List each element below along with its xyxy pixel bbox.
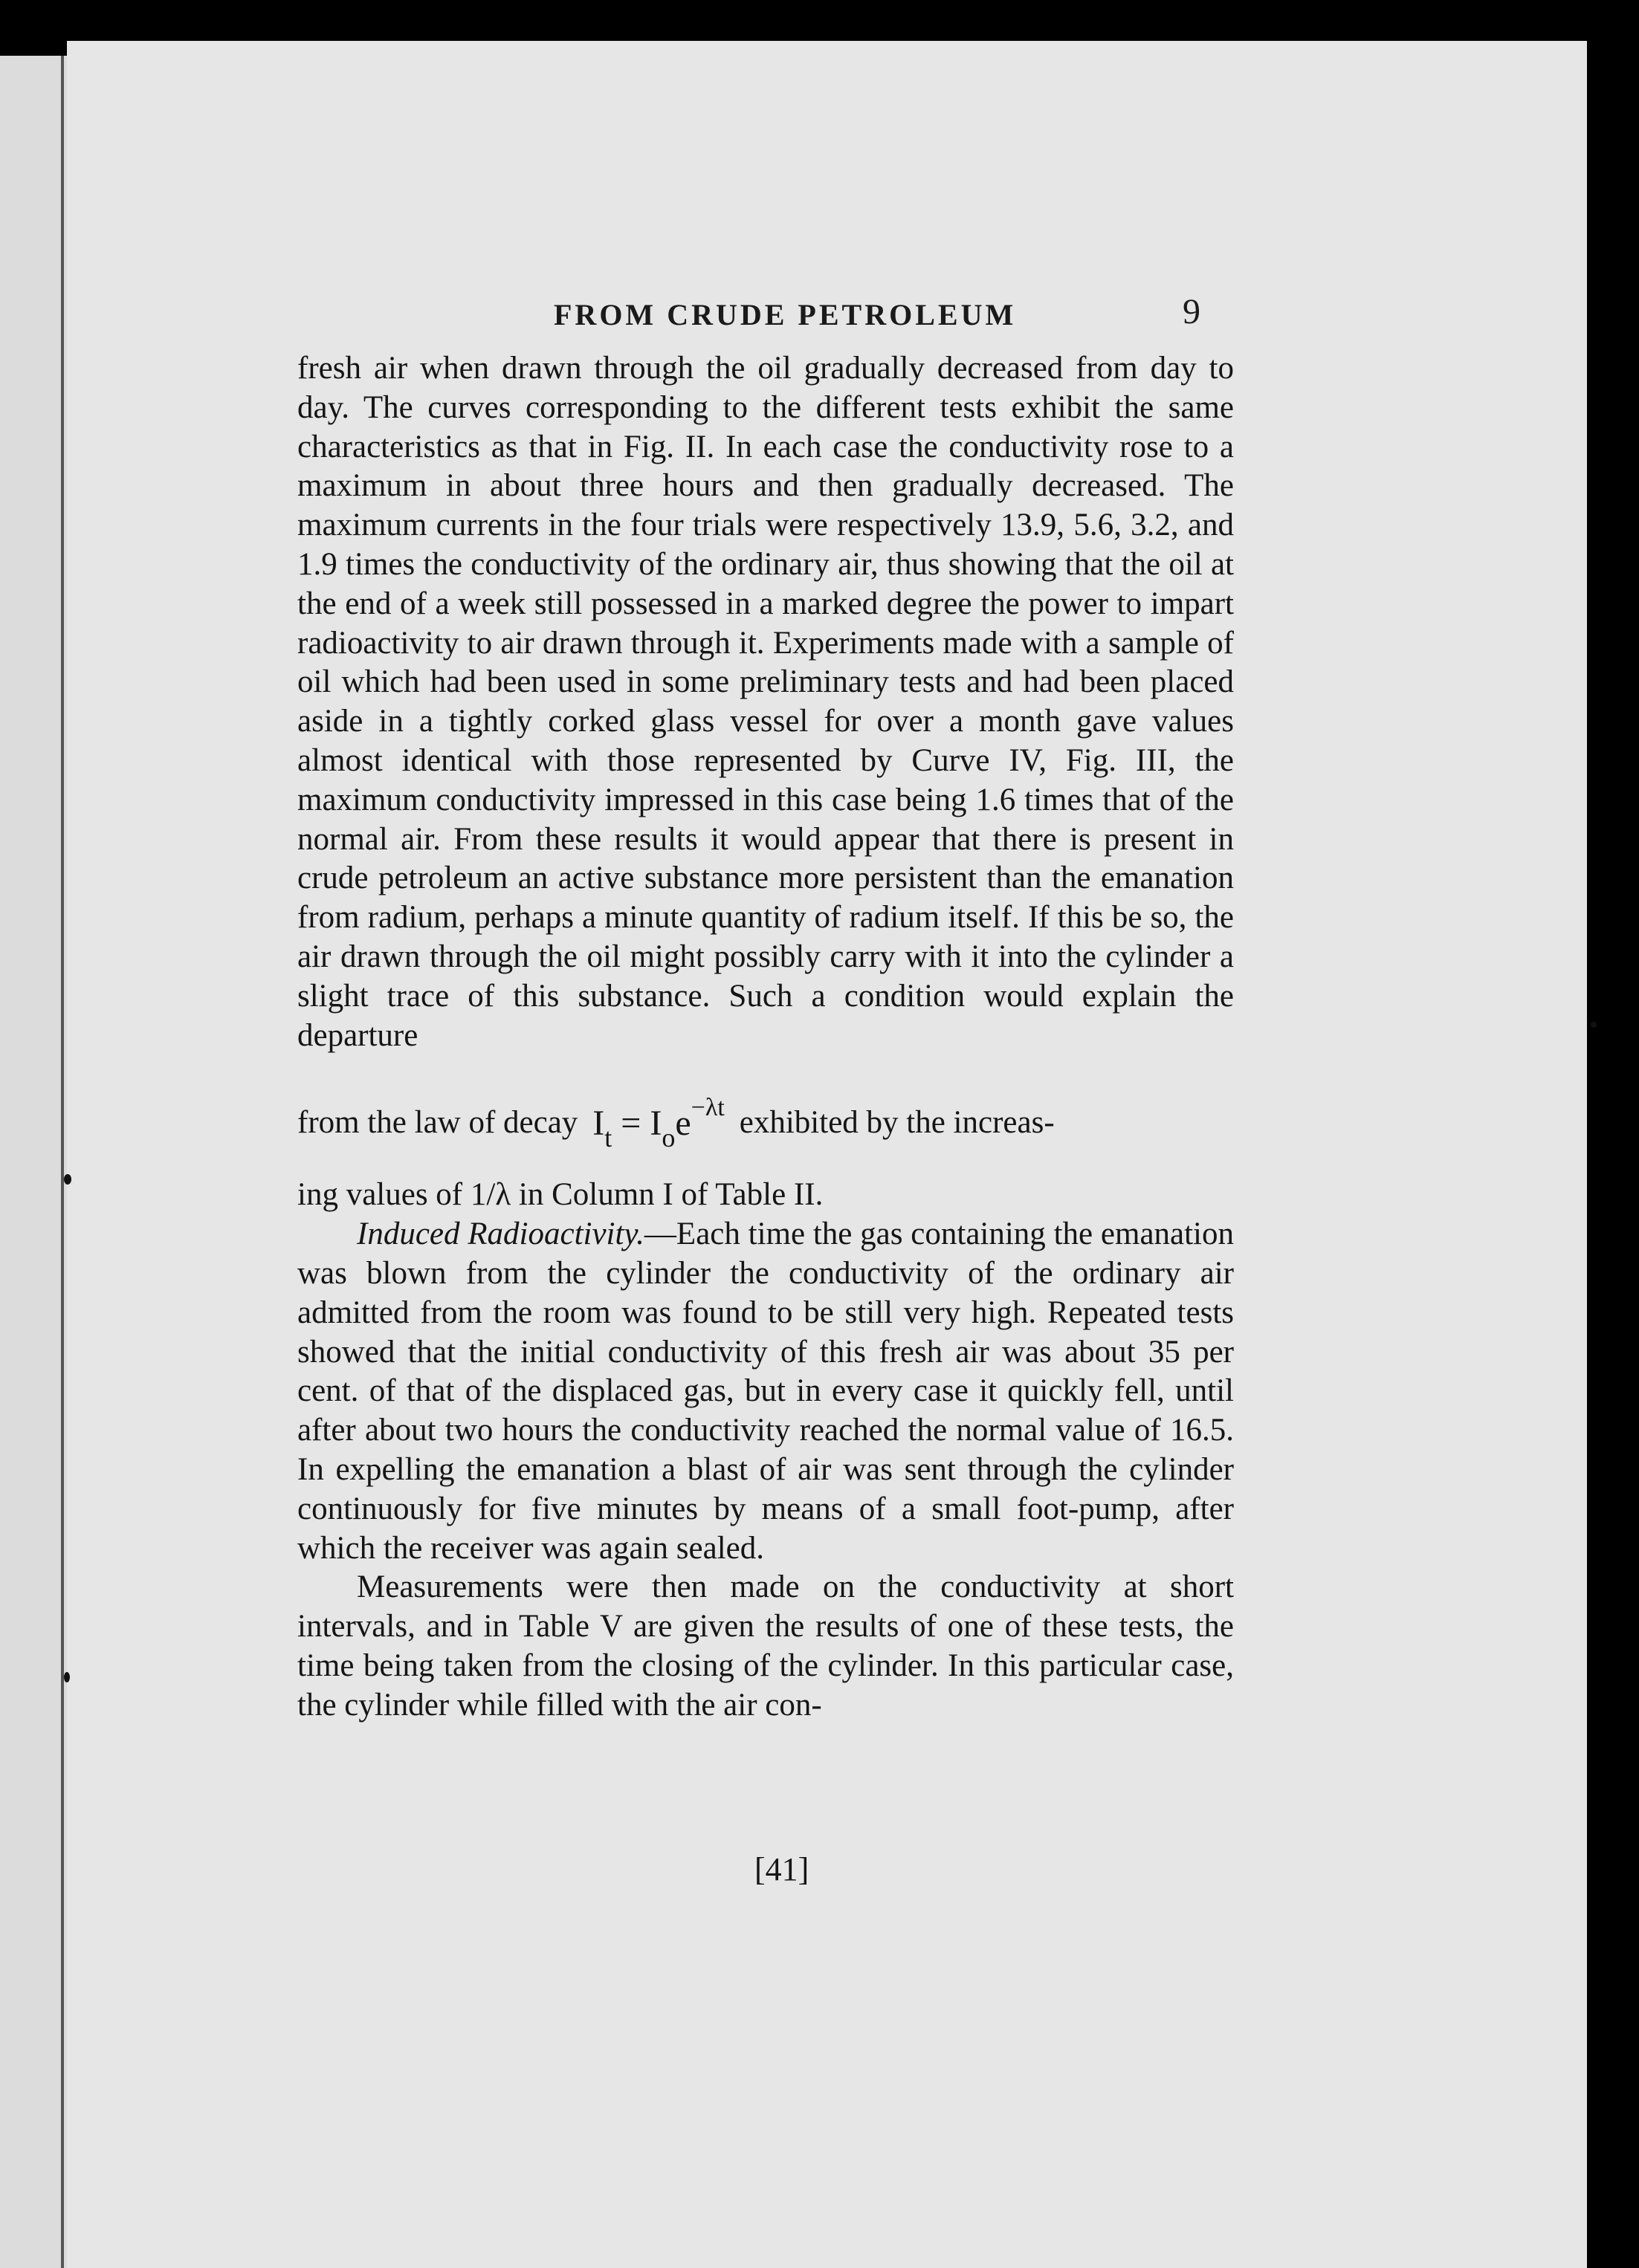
scan-speck <box>64 1174 71 1185</box>
formula-lhs-sub: t <box>604 1122 612 1153</box>
formula-base: e <box>675 1103 691 1143</box>
formula-rhs-sub: o <box>662 1122 676 1153</box>
folio: [41] <box>754 1851 809 1888</box>
body-text <box>297 349 1234 1726</box>
paragraph <box>297 1215 1234 1568</box>
formula-exponent: −λt <box>691 1093 725 1121</box>
page-header <box>554 292 1200 342</box>
decay-formula <box>592 1089 724 1158</box>
paragraph-text: —Each time the gas containing the emanation was blown from the cylinder the conductivity of the ordinary air admitted from the room was found to be still very high. Repeated tests showed that the initial conductivity of this fresh air was about 35 per cent. of that of the displaced gas, but in every case it quickly fell, until after about two hours the conductivity reached the normal value of 16.5. In expelling the emanation a blast of air was sent through the cylinder continuously for five minutes by means of a small foot-pump, after which the receiver was again sealed. <box>297 1216 1235 1566</box>
paragraph-end: ing values of 1/λ in Column I of Table II. <box>297 1177 824 1213</box>
scan-speck <box>64 1672 70 1682</box>
section-heading: Induced Radioactivity. <box>357 1216 644 1252</box>
equation-line <box>297 1055 1234 1176</box>
scan-speck <box>1591 1022 1597 1028</box>
formula-equals: = <box>621 1103 641 1143</box>
equation-trail-text: exhibited by the increas- <box>739 1104 1055 1140</box>
page-edge <box>61 56 64 2268</box>
page-number: 9 <box>1183 292 1200 331</box>
scan-left-margin <box>0 56 67 2268</box>
paragraph: fresh air when drawn through the oil gradually decreased from day to day. The curves corresponding to the different tests exhibit the same characteristics as that in Fig. II. In each case the conductivity rose to a maximum in about three hours and then gradually decreased. The maximum currents in the four trials were respectively 13.9, 5.6, 3.2, and 1.9 times the conductivity of the ordinary air, thus showing that the oil at the end of a week still possessed in a marked degree the power to impart radioactivity to air drawn through it. Experiments made with a sample of oil which had been used in some preliminary tests and had been placed aside in a tightly corked glass vessel for over a month gave values almost identical with those represented by Curve IV, Fig. III, the maximum conductivity impressed in this case being 1.6 times that of the normal air. From these results it would appear that there is present in crude petroleum an active substance more persistent than the emanation from radium, perhaps a minute quantity of radium itself. If this be so, the air drawn through the oil might possibly carry with it into the cylinder a slight trace of this substance. Such a condition would explain the departure <box>297 351 1234 1053</box>
formula-rhs: I <box>650 1103 662 1143</box>
paragraph: Measurements were then made on the conductivity at short intervals, and in Table V are given the results of one of these tests, the time being taken from the closing of the cylinder. In this particular case, the cylinder while filled with the air con- <box>297 1569 1234 1723</box>
running-head: FROM CRUDE PETROLEUM <box>554 298 1017 331</box>
equation-lead-text: from the law of decay <box>297 1104 578 1140</box>
formula-lhs: I <box>592 1103 605 1143</box>
